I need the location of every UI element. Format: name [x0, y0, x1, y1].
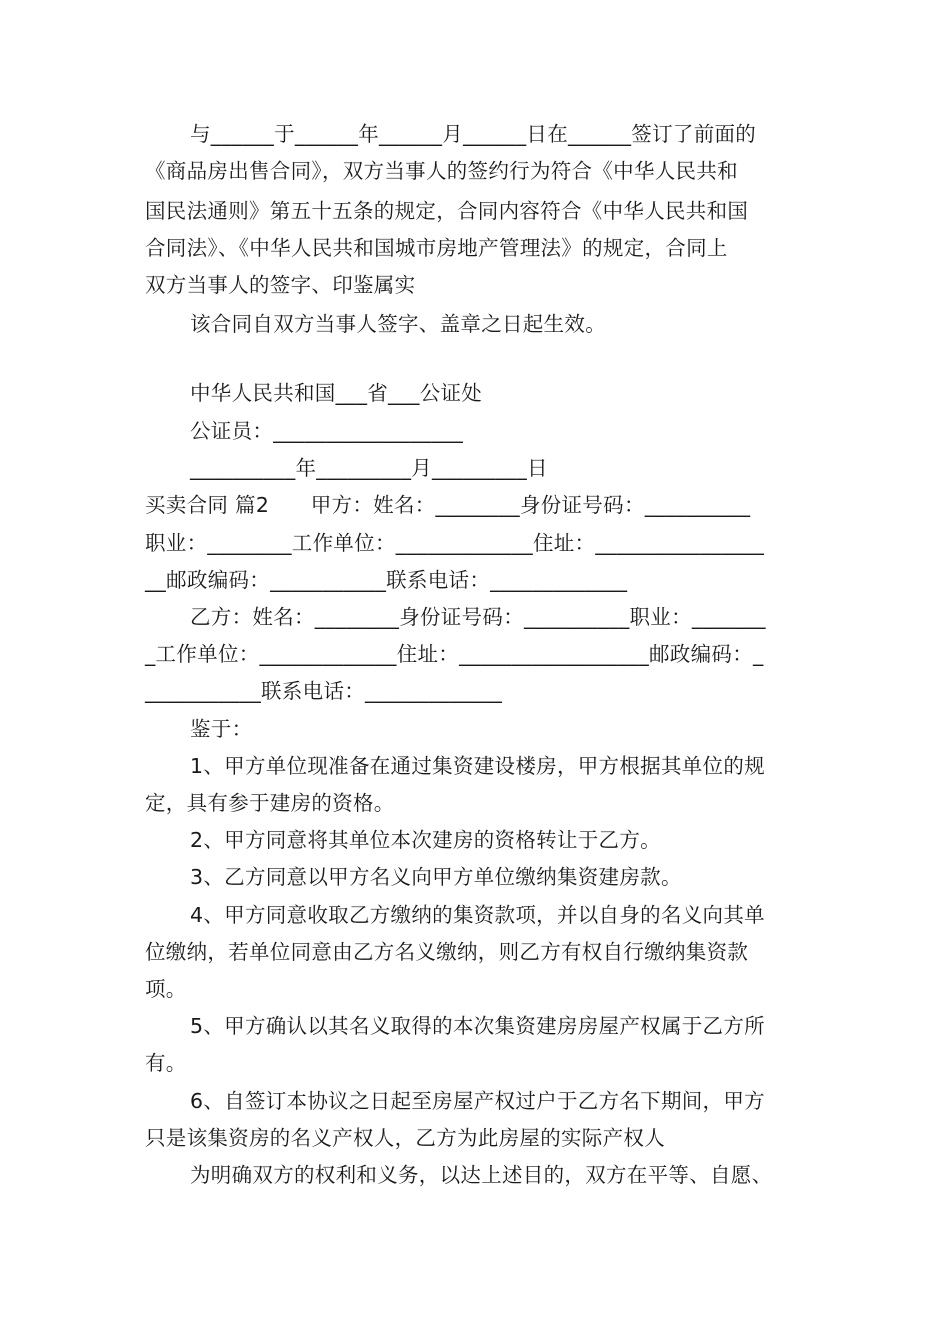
text-line: 公证员：__________________ [190, 419, 464, 443]
text-line: 有。 [145, 1051, 187, 1075]
text-line: 与______于______年______月______日在______签订了前面的 [190, 122, 757, 146]
text-line: 5、甲方确认以其名义取得的本次集资建房房屋产权属于乙方所 [190, 1014, 765, 1038]
text-line: _工作单位：_____________住址：__________________邮政编码：_ [145, 642, 764, 666]
text-line: 为明确双方的权利和义务，以达上述目的，双方在平等、自愿、 [190, 1163, 773, 1187]
text-line: 中华人民共和国___省___公证处 [190, 381, 483, 405]
text-line: 职业：________工作单位：_____________住址：________________ [145, 531, 765, 555]
text-line: 乙方：姓名：________身份证号码：__________职业：_______ [190, 605, 766, 629]
text-line: 买卖合同 篇2 甲方：姓名：________身份证号码：__________ [145, 493, 751, 517]
text-line: 6、自签订本协议之日起至房屋产权过户于乙方名下期间，甲方 [190, 1089, 765, 1113]
text-line: __________年_________月_________日 [190, 456, 548, 480]
text-line: ___________联系电话：_____________ [145, 679, 503, 703]
text-line: __邮政编码：___________联系电话：_____________ [145, 568, 628, 592]
text-line: 双方当事人的签字、印鉴属实 [145, 273, 416, 297]
text-line: 该合同自双方当事人签字、盖章之日起生效。 [190, 312, 606, 336]
text-line: 1、甲方单位现准备在通过集资建设楼房，甲方根据其单位的规 [190, 754, 765, 778]
text-line: 位缴纳，若单位同意由乙方名义缴纳，则乙方有权自行缴纳集资款 [145, 940, 749, 964]
text-line: 合同法》、《中华人民共和国城市房地产管理法》的规定，合同上 [145, 236, 728, 260]
text-line: 项。 [145, 977, 187, 1001]
text-line: 4、甲方同意收取乙方缴纳的集资款项，并以自身的名义向其单 [190, 903, 765, 927]
text-line: 定，具有参于建房的资格。 [145, 791, 395, 815]
text-line: 鉴于： [190, 717, 253, 741]
text-line: 国民法通则》第五十五条的规定，合同内容符合《中华人民共和国 [145, 199, 749, 223]
text-line: 3、乙方同意以甲方名义向甲方单位缴纳集资建房款。 [190, 865, 682, 889]
text-line: 2、甲方同意将其单位本次建房的资格转让于乙方。 [190, 828, 661, 852]
text-line: 《商品房出售合同》，双方当事人的签约行为符合《中华人民共和 [145, 159, 738, 183]
text-line: 只是该集资房的名义产权人，乙方为此房屋的实际产权人 [145, 1126, 665, 1150]
